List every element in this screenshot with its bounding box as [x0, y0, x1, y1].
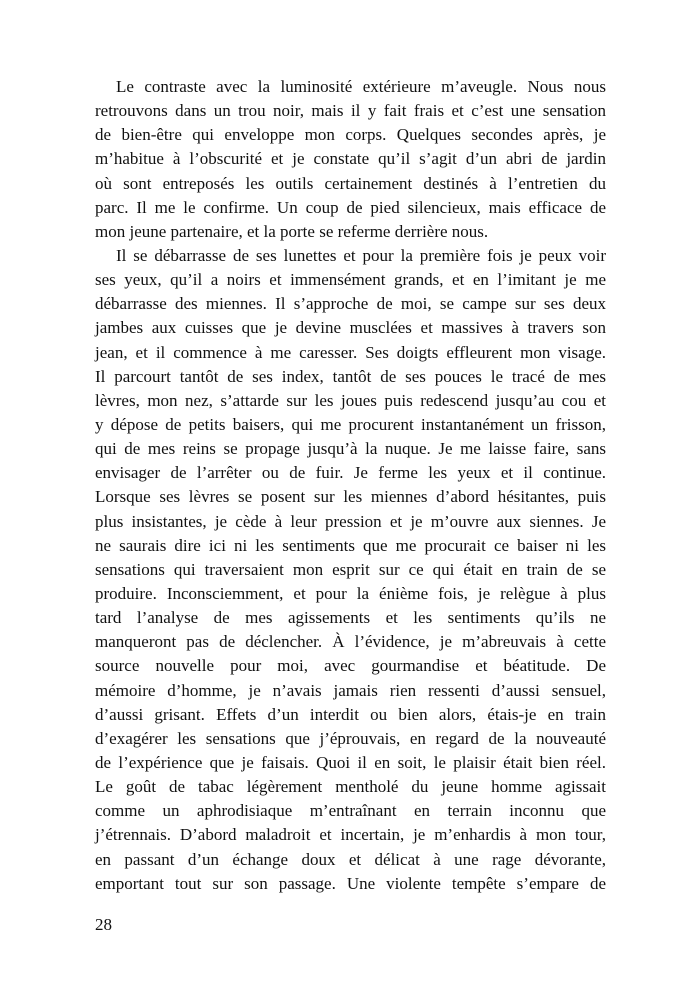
text-line: d’aussi grisant. Effets d’un interdit ou bien alors, étais-je en train [95, 704, 606, 724]
text-line: sensations qui traversaient mon esprit sur ce qui était en train de se [95, 559, 606, 579]
text-line: envisager de l’arrêter ou de fuir. Je ferme les yeux et il continue. [95, 463, 606, 483]
text-line: Le goût de tabac légèrement mentholé du jeune homme agissait [95, 777, 606, 797]
text-line: en passant d’un échange doux et délicat à une rage dévorante, [95, 849, 606, 869]
text-line: jean, et il commence à me caresser. Ses doigts effleurent mon visage. [95, 342, 606, 362]
text-line: ses yeux, qu’il a noirs et immensément grands, et en l’imitant je me [95, 270, 606, 290]
text-line: plus insistantes, je cède à leur pression et je m’ouvre aux siennes. Je [95, 511, 606, 531]
text-line: ne saurais dire ici ni les sentiments que me procurait ce baiser ni les [95, 535, 606, 555]
text-line: produire. Inconsciemment, et pour la énième fois, je relègue à plus [95, 583, 606, 603]
text-line: lèvres, mon nez, s’attarde sur les joues puis redescend jusqu’au cou et [95, 390, 606, 410]
text-line: emportant tout sur son passage. Une violente tempête s’empare de [95, 873, 606, 893]
text-line: où sont entreposés les outils certainement destinés à l’entretien du [95, 173, 606, 193]
page-number: 28 [95, 915, 112, 934]
text-line: de l’expérience que je faisais. Quoi il en soit, le plaisir était bien réel. [95, 752, 606, 772]
text-line: qui de mes reins se propage jusqu’à la nuque. Je me laisse faire, sans [95, 439, 606, 459]
text-line: tard l’analyse de mes agissements et les sentiments qu’ils ne [95, 608, 606, 628]
text-line: de bien-être qui enveloppe mon corps. Quelques secondes après, je [95, 125, 606, 145]
paragraph-2 [95, 244, 606, 896]
text-line: retrouvons dans un trou noir, mais il y fait frais et c’est une sensation [95, 101, 606, 121]
text-line: Il parcourt tantôt de ses index, tantôt de ses pouces le tracé de mes [95, 366, 606, 386]
text-line: jambes aux cuisses que je devine musclées et massives à travers son [95, 318, 606, 338]
page-body [95, 75, 606, 896]
paragraph-1 [95, 75, 606, 244]
text-line: mon jeune partenaire, et la porte se referme derrière nous. [95, 221, 489, 241]
text-line: source nouvelle pour moi, avec gourmandise et béatitude. De [95, 656, 606, 676]
text-line: manqueront pas de déclencher. À l’évidence, je m’abreuvais à cette [95, 632, 606, 652]
text-line: mémoire d’homme, je n’avais jamais rien ressenti d’aussi sensuel, [95, 680, 606, 700]
text-line: d’exagérer les sensations que j’éprouvais, en regard de la nouveauté [95, 728, 606, 748]
text-line: Le contraste avec la luminosité extérieure m’aveugle. Nous nous [116, 77, 606, 96]
text-line: Il se débarrasse de ses lunettes et pour la première fois je peux voir [116, 245, 606, 265]
text-line: m’habitue à l’obscurité et je constate qu’il s’agit d’un abri de jardin [95, 149, 606, 169]
text-line: y dépose de petits baisers, qui me procurent instantanément un frisson, [95, 414, 606, 434]
text-line: comme un aphrodisiaque m’entraînant en terrain inconnu que [95, 801, 606, 821]
text-line: débarrasse des miennes. Il s’approche de moi, se campe sur ses deux [95, 294, 606, 314]
text-line: Lorsque ses lèvres se posent sur les miennes d’abord hésitantes, puis [95, 487, 606, 507]
text-line: j’étrennais. D’abord maladroit et incertain, je m’enhardis à mon tour, [95, 825, 606, 845]
text-line: parc. Il me le confirme. Un coup de pied silencieux, mais efficace de [95, 197, 606, 217]
